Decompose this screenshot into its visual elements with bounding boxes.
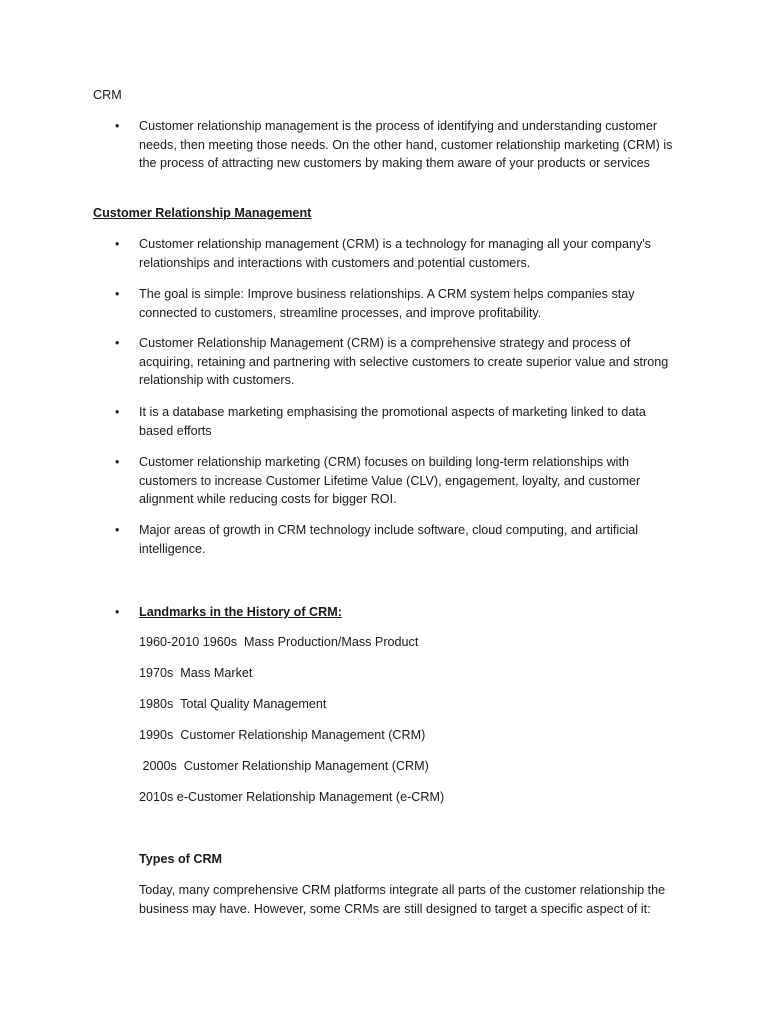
landmark-line: 1990s Customer Relationship Management (CRM) <box>139 728 426 742</box>
bullet-icon: • <box>115 119 120 133</box>
bullet-text: The goal is simple: Improve business relationships. A CRM system helps companies stay connected to customers, streamline processes, and improve profitability. <box>139 287 635 320</box>
bullet-text: Customer relationship management (CRM) is a technology for managing all your company's relationships and interactions with customers and potential customers. <box>139 237 651 270</box>
bullet-text: Customer relationship marketing (CRM) focuses on building long-term relationships with customers to increase Customer Lifetime Value (CLV), engagement, loyalty, and customer alignment while reducing costs for bigger ROI. <box>139 455 641 507</box>
landmarks-heading: Landmarks in the History of CRM: <box>139 605 342 619</box>
landmark-line: 2000s Customer Relationship Management (CRM) <box>139 759 429 773</box>
bullet-icon: • <box>115 336 120 350</box>
bullet-icon: • <box>115 523 120 537</box>
document-title: CRM <box>93 88 122 102</box>
bullet-icon: • <box>115 287 120 301</box>
types-heading: Types of CRM <box>139 852 223 866</box>
section-heading: Customer Relationship Management <box>93 206 312 220</box>
bullet-icon: • <box>115 605 120 619</box>
bullet-text: Customer relationship management is the process of identifying and understanding customer needs, then meeting those needs. On the other hand, customer relationship marketing (CRM) is the process of attracting new customers by making them aware of your products or services <box>139 119 673 171</box>
landmark-line: 2010s e-Customer Relationship Management (e-CRM) <box>139 790 445 804</box>
landmark-line: 1970s Mass Market <box>139 666 253 680</box>
bullet-icon: • <box>115 237 120 251</box>
types-paragraph: Today, many comprehensive CRM platforms integrate all parts of the customer relationship the business may have. However, some CRMs are still designed to target a specific aspect of it: <box>139 883 666 916</box>
landmark-line: 1960-2010 1960s Mass Production/Mass Product <box>139 635 419 649</box>
landmark-line: 1980s Total Quality Management <box>139 697 327 711</box>
bullet-text: Customer Relationship Management (CRM) is a comprehensive strategy and process of acquiring, retaining and partnering with selective customers to create superior value and strong relationship with customers. <box>139 336 669 388</box>
bullet-icon: • <box>115 455 120 469</box>
bullet-text: It is a database marketing emphasising the promotional aspects of marketing linked to data based efforts <box>139 405 646 438</box>
bullet-icon: • <box>115 405 120 419</box>
bullet-text: Major areas of growth in CRM technology include software, cloud computing, and artificial intelligence. <box>139 523 639 556</box>
